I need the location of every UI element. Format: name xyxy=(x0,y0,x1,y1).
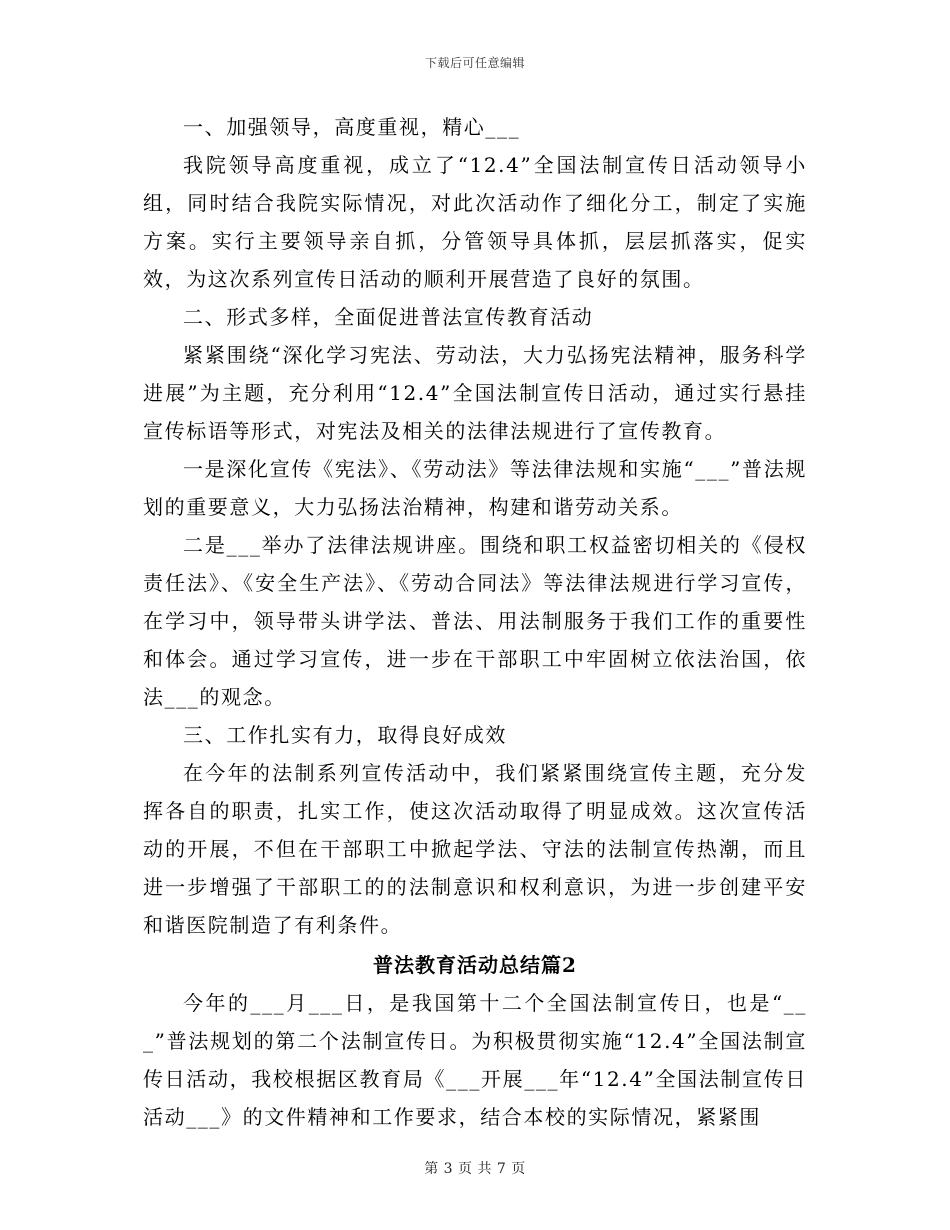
paragraph-2: 紧紧围绕“深化学习宪法、劳动法，大力弘扬宪法精神，服务科学进展”为主题，充分利用“12.4”全国法制宣传日活动，通过实行悬挂宣传标语等形式，对宪法及相关的法律法规进行了宣传教育。 xyxy=(143,343,807,443)
paragraph-5: 在今年的法制系列宣传活动中，我们紧紧围绕宣传主题，充分发挥各自的职责，扎实工作，使这次活动取得了明显成效。这次宣传活动的开展，不但在干部职工中掀起学法、守法的法制宣传热潮，而且进一步增强了干部职工的的法制意识和权利意识，为进一步创建平安和谐医院制造了有利条件。 xyxy=(143,761,807,937)
page-footer: 第 3 页 共 7 页 xyxy=(424,1161,526,1177)
heading-2: 二、形式多样，全面促进普法宣传教育活动 xyxy=(183,305,594,329)
heading-1: 一、加强领导，高度重视，精心___ xyxy=(183,115,521,139)
paragraph-6: 今年的___月___日，是我国第十二个全国法制宣传日，也是“___”普法规划的第二个法制宣传日。为积极贯彻实施“12.4”全国法制宣传日活动，我校根据区教育局《___开展___年“12.4”全国法制宣传日活动___》的文件精神和工作要求，结合本校的实际情况，紧紧围 xyxy=(143,991,807,1129)
heading-3: 三、工作扎实有力，取得良好成效 xyxy=(183,723,507,747)
section-title: 普法教育活动总结篇2 xyxy=(373,953,577,977)
paragraph-4: 二是___举办了法律法规讲座。围绕和职工权益密切相关的《侵权责任法》、《安全生产法》、《劳动合同法》等法律法规进行学习宣传，在学习中，领导带头讲学法、普法、用法制服务于我们工作的重要性和体会。通过学习宣传，进一步在干部职工中牢固树立依法治国，依法___的观念。 xyxy=(143,533,807,709)
paragraph-3: 一是深化宣传《宪法》、《劳动法》等法律法规和实施“___”普法规划的重要意义，大力弘扬法治精神，构建和谐劳动关系。 xyxy=(143,457,807,519)
paragraph-1: 我院领导高度重视，成立了“12.4”全国法制宣传日活动领导小组，同时结合我院实际情况，对此次活动作了细化分工，制定了实施方案。实行主要领导亲自抓，分管领导具体抓，层层抓落实，促实效，为这次系列宣传日活动的顺利开展营造了良好的氛围。 xyxy=(143,153,807,291)
document-body xyxy=(143,108,807,1136)
page-header: 下载后可任意编辑 xyxy=(424,56,525,70)
